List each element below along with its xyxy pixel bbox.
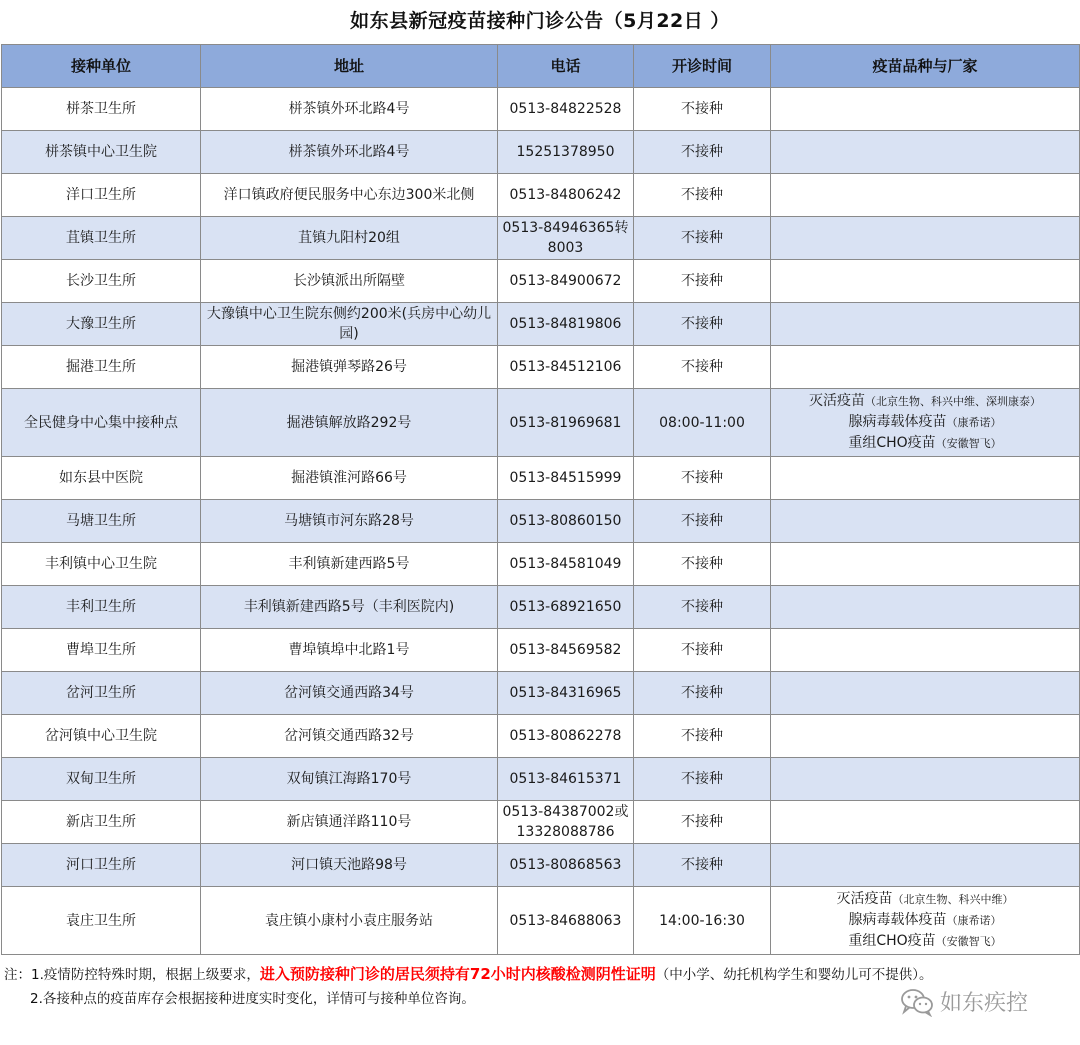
address-cell: 掘港镇淮河路66号: [201, 457, 498, 500]
table-row: [2, 500, 1080, 543]
phone-cell: 0513-84387002或13328088786: [498, 801, 634, 844]
table-row: [2, 88, 1080, 131]
address-cell: 岔河镇交通西路32号: [201, 715, 498, 758]
vaccine-maker: （安徽智飞）: [935, 935, 1002, 948]
address-cell: 丰利镇新建西路5号: [201, 543, 498, 586]
note-1-prefix: 注：1.疫情防控特殊时期，根据上级要求，: [4, 967, 260, 983]
address-cell: 栟茶镇外环北路4号: [201, 88, 498, 131]
phone-cell: 0513-84615371: [498, 758, 634, 801]
note-1-highlight: 进入预防接种门诊的居民须持有72小时内核酸检测阴性证明: [259, 965, 656, 983]
unit-cell: 马塘卫生所: [2, 500, 201, 543]
table-row: [2, 586, 1080, 629]
header-hours: 开诊时间: [634, 45, 771, 88]
table-row: [2, 346, 1080, 389]
unit-cell: 洋口卫生所: [2, 174, 201, 217]
unit-cell: 大豫卫生所: [2, 303, 201, 346]
vaccine-maker: （康希诺）: [946, 914, 1002, 927]
vaccine-name: 重组CHO疫苗: [848, 435, 936, 451]
phone-cell: 0513-81969681: [498, 389, 634, 457]
vaccine-line: [775, 910, 1075, 931]
hours-cell: 08:00-11:00: [634, 389, 771, 457]
hours-cell: 不接种: [634, 346, 771, 389]
phone-cell: 0513-84512106: [498, 346, 634, 389]
phone-cell: 0513-84822528: [498, 88, 634, 131]
hours-cell: 不接种: [634, 131, 771, 174]
hours-cell: 不接种: [634, 629, 771, 672]
table-header-row: [2, 45, 1080, 88]
phone-cell: 0513-80860150: [498, 500, 634, 543]
vaccines-cell: [771, 457, 1080, 500]
table-row: [2, 303, 1080, 346]
phone-cell: 0513-84946365转8003: [498, 217, 634, 260]
hours-cell: 不接种: [634, 457, 771, 500]
unit-cell: 曹埠卫生所: [2, 629, 201, 672]
vaccines-cell: [771, 88, 1080, 131]
vaccine-line: [775, 391, 1075, 412]
header-address: 地址: [201, 45, 498, 88]
vaccines-cell: [771, 303, 1080, 346]
header-phone: 电话: [498, 45, 634, 88]
vaccine-name: 腺病毒载体疫苗: [848, 912, 947, 928]
vaccines-cell: [771, 758, 1080, 801]
hours-cell: 不接种: [634, 88, 771, 131]
address-cell: 大豫镇中心卫生院东侧约200米(兵房中心幼儿园): [201, 303, 498, 346]
phone-cell: 15251378950: [498, 131, 634, 174]
vaccines-cell: [771, 801, 1080, 844]
unit-cell: 苴镇卫生所: [2, 217, 201, 260]
header-vaccines: 疫苗品种与厂家: [771, 45, 1080, 88]
hours-cell: 不接种: [634, 174, 771, 217]
hours-cell: 不接种: [634, 758, 771, 801]
hours-cell: 不接种: [634, 260, 771, 303]
vaccine-maker: （北京生物、科兴中维）: [892, 893, 1014, 906]
phone-cell: 0513-84819806: [498, 303, 634, 346]
phone-cell: 0513-84688063: [498, 887, 634, 955]
hours-cell: 不接种: [634, 303, 771, 346]
address-cell: 马塘镇市河东路28号: [201, 500, 498, 543]
hours-cell: 不接种: [634, 543, 771, 586]
table-row: [2, 174, 1080, 217]
unit-cell: 丰利镇中心卫生院: [2, 543, 201, 586]
page-title: 如东县新冠疫苗接种门诊公告（5月22日 ）: [350, 10, 730, 32]
phone-cell: 0513-84806242: [498, 174, 634, 217]
phone-cell: 0513-84569582: [498, 629, 634, 672]
watermark: [900, 986, 1028, 1017]
unit-cell: 双甸卫生所: [2, 758, 201, 801]
unit-cell: 掘港卫生所: [2, 346, 201, 389]
unit-cell: 长沙卫生所: [2, 260, 201, 303]
table-row: [2, 715, 1080, 758]
vaccine-line: [775, 931, 1075, 952]
hours-cell: 不接种: [634, 217, 771, 260]
vaccines-cell: [771, 543, 1080, 586]
vaccines-cell: [771, 586, 1080, 629]
hours-cell: 不接种: [634, 672, 771, 715]
phone-cell: 0513-68921650: [498, 586, 634, 629]
vaccines-cell: [771, 131, 1080, 174]
phone-cell: 0513-84515999: [498, 457, 634, 500]
address-cell: 苴镇九阳村20组: [201, 217, 498, 260]
vaccines-cell: [771, 217, 1080, 260]
note-2: 2.各接种点的疫苗库存会根据接种进度实时变化，详情可与接种单位咨询。: [30, 991, 475, 1007]
hours-cell: 14:00-16:30: [634, 887, 771, 955]
table-row: [2, 457, 1080, 500]
table-row: [2, 260, 1080, 303]
address-cell: 袁庄镇小康村小袁庄服务站: [201, 887, 498, 955]
hours-cell: 不接种: [634, 715, 771, 758]
phone-cell: 0513-84900672: [498, 260, 634, 303]
vaccines-cell: [771, 844, 1080, 887]
table-row: [2, 131, 1080, 174]
vaccines-cell: [771, 672, 1080, 715]
table-row: [2, 543, 1080, 586]
table-row: [2, 801, 1080, 844]
vaccine-line: [775, 889, 1075, 910]
address-cell: 河口镇天池路98号: [201, 844, 498, 887]
address-cell: 洋口镇政府便民服务中心东边300米北侧: [201, 174, 498, 217]
unit-cell: 新店卫生所: [2, 801, 201, 844]
unit-cell: 丰利卫生所: [2, 586, 201, 629]
vaccine-line: [775, 433, 1075, 454]
unit-cell: 岔河镇中心卫生院: [2, 715, 201, 758]
vaccines-cell: [771, 715, 1080, 758]
vaccines-cell: [771, 260, 1080, 303]
vaccine-maker: （康希诺）: [946, 416, 1002, 429]
unit-cell: 全民健身中心集中接种点: [2, 389, 201, 457]
hours-cell: 不接种: [634, 801, 771, 844]
vaccines-cell: [771, 887, 1080, 955]
address-cell: 曹埠镇埠中北路1号: [201, 629, 498, 672]
phone-cell: 0513-84581049: [498, 543, 634, 586]
address-cell: 栟茶镇外环北路4号: [201, 131, 498, 174]
unit-cell: 袁庄卫生所: [2, 887, 201, 955]
hours-cell: 不接种: [634, 500, 771, 543]
table-row: [2, 844, 1080, 887]
note-1: [4, 962, 1080, 987]
vaccine-maker: （安徽智飞）: [935, 437, 1002, 450]
watermark-text: 如东疾控: [940, 991, 1029, 1016]
address-cell: 长沙镇派出所隔壁: [201, 260, 498, 303]
unit-cell: 岔河卫生所: [2, 672, 201, 715]
address-cell: 掘港镇弹琴路26号: [201, 346, 498, 389]
vaccines-cell: [771, 629, 1080, 672]
vaccine-name: 灭活疫苗: [836, 891, 893, 907]
unit-cell: 河口卫生所: [2, 844, 201, 887]
table-row: [2, 629, 1080, 672]
vaccines-cell: [771, 174, 1080, 217]
vaccine-line: [775, 412, 1075, 433]
address-cell: 双甸镇江海路170号: [201, 758, 498, 801]
hours-cell: 不接种: [634, 844, 771, 887]
vaccines-cell: [771, 389, 1080, 457]
table-row: [2, 758, 1080, 801]
vaccines-cell: [771, 346, 1080, 389]
note-1-suffix: （中小学、幼托机构学生和婴幼儿可不提供）。: [655, 967, 933, 983]
table-row: [2, 672, 1080, 715]
table-row: [2, 389, 1080, 457]
unit-cell: 如东县中医院: [2, 457, 201, 500]
table-row: [2, 217, 1080, 260]
hours-cell: 不接种: [634, 586, 771, 629]
phone-cell: 0513-80868563: [498, 844, 634, 887]
vaccine-name: 灭活疫苗: [809, 393, 865, 409]
phone-cell: 0513-80862278: [498, 715, 634, 758]
unit-cell: 栟茶镇中心卫生院: [2, 131, 201, 174]
table-row: [2, 887, 1080, 955]
vaccine-name: 腺病毒载体疫苗: [848, 414, 947, 430]
wechat-icon: [900, 987, 934, 1017]
vaccine-maker: （北京生物、科兴中维、深圳康泰）: [865, 395, 1041, 408]
vaccines-cell: [771, 500, 1080, 543]
address-cell: 丰利镇新建西路5号（丰利医院内): [201, 586, 498, 629]
vaccination-schedule-table: [1, 44, 1080, 955]
header-unit: 接种单位: [2, 45, 201, 88]
address-cell: 掘港镇解放路292号: [201, 389, 498, 457]
vaccine-name: 重组CHO疫苗: [848, 933, 936, 949]
phone-cell: 0513-84316965: [498, 672, 634, 715]
address-cell: 新店镇通洋路110号: [201, 801, 498, 844]
unit-cell: 栟茶卫生所: [2, 88, 201, 131]
address-cell: 岔河镇交通西路34号: [201, 672, 498, 715]
